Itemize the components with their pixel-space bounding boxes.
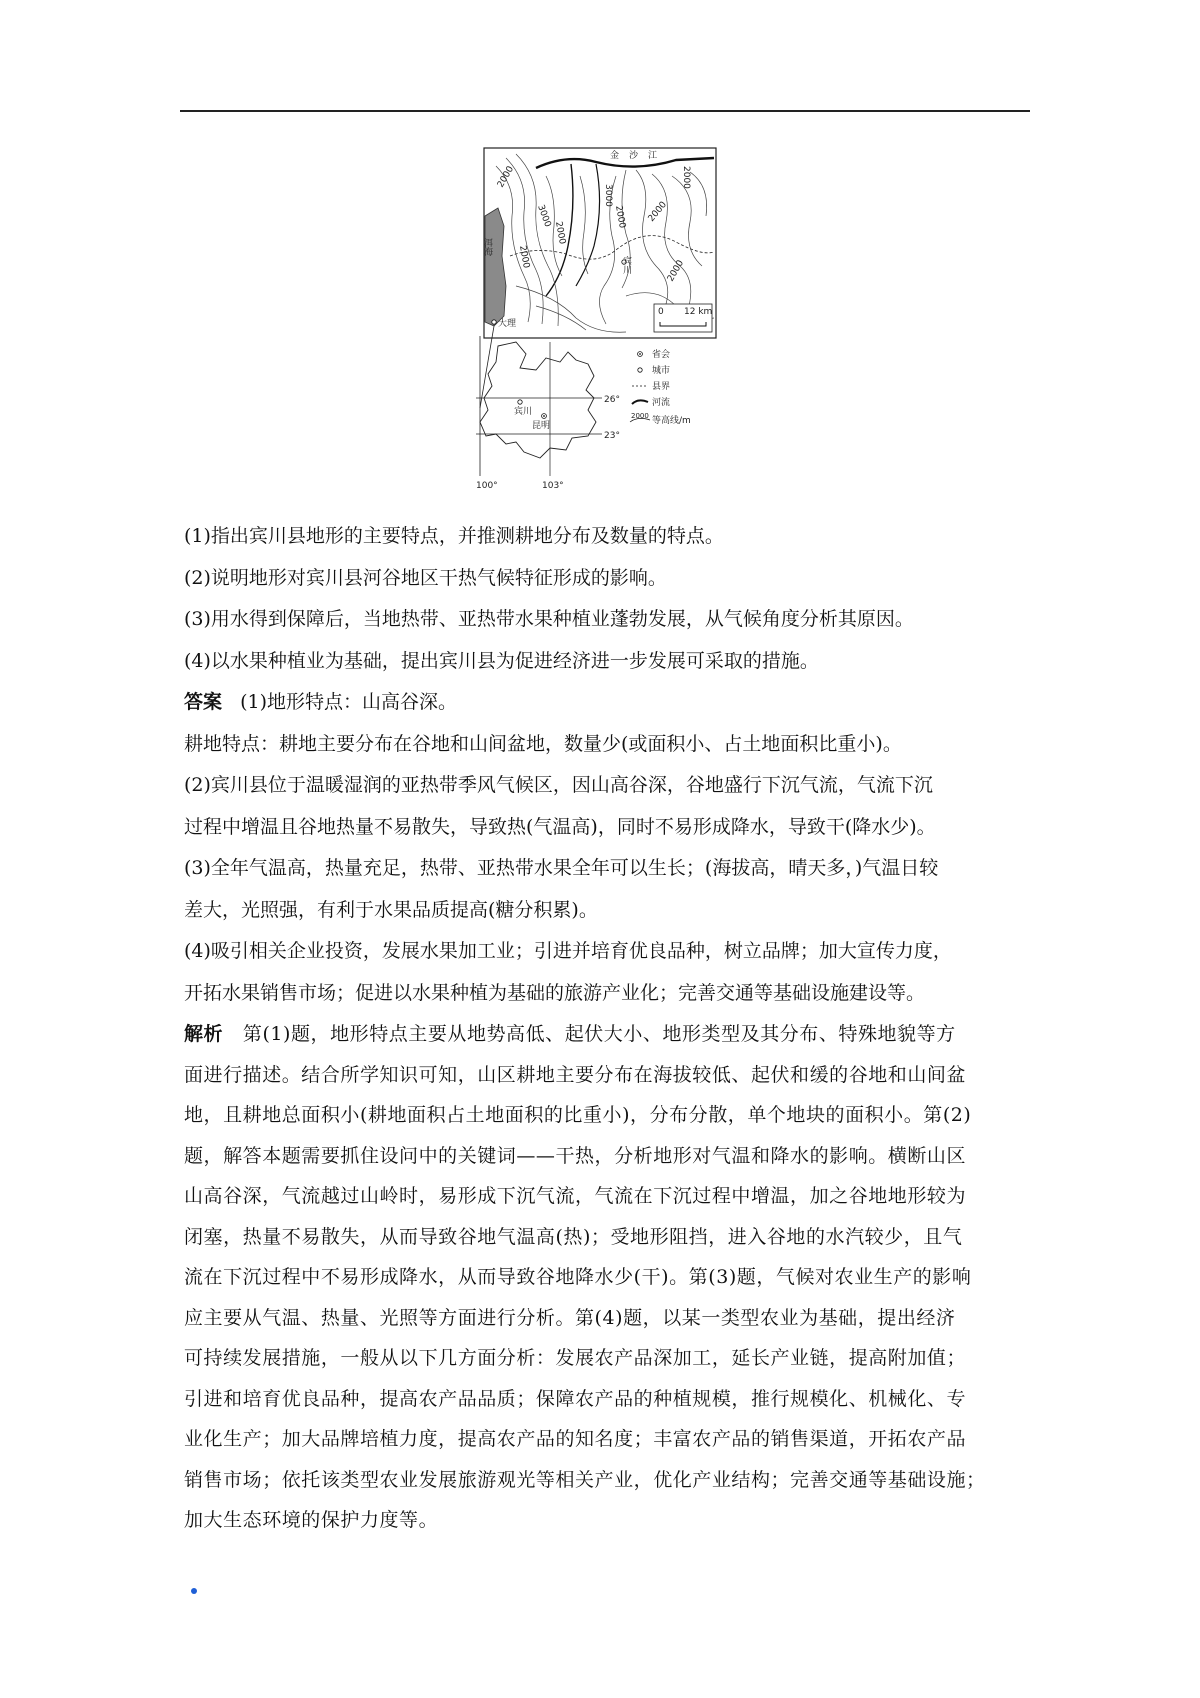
scale-start: 0 bbox=[658, 307, 664, 317]
answer-line: (3)全年气温高，热量充足，热带、亚热带水果全年可以生长；(海拔高，晴天多，)气温日较 bbox=[184, 857, 939, 879]
header-rule bbox=[180, 110, 1030, 112]
city-icon bbox=[638, 368, 642, 372]
explanation-line: 应主要从气温、热量、光照等方面进行分析。第(4)题，以某一类型农业为基础，提出经济 bbox=[184, 1306, 956, 1329]
question-3: (3)用水得到保障后，当地热带、亚热带水果种植业蓬勃发展，从气候角度分析其原因。 bbox=[184, 608, 914, 630]
contour-label: 2000 bbox=[646, 199, 670, 224]
kunming-marker-dot bbox=[543, 415, 545, 417]
explanation-line: 山高谷深，气流越过山岭时，易形成下沉气流，气流在下沉过程中增温，加之谷地地形较为 bbox=[184, 1185, 967, 1207]
legend-text: 省会 bbox=[652, 350, 671, 360]
answer-line: 耕地特点：耕地主要分布在谷地和山间盆地，数量少(或面积小、占土地面积比重小)。 bbox=[184, 732, 902, 755]
answer-line bbox=[184, 682, 1034, 724]
explanation bbox=[184, 1014, 1034, 1541]
answer-line: 差大，光照强，有利于水果品质提高(糖分积累)。 bbox=[184, 898, 598, 921]
binchuan-locator-label: 宾川 bbox=[514, 407, 533, 417]
explanation-line: 业化生产；加大品牌培植力度，提高农产品的知名度；丰富农产品的销售渠道，开拓农产品 bbox=[184, 1428, 967, 1450]
contour-label: 2000 bbox=[517, 244, 531, 270]
explanation-line: 面进行描述。结合所学知识可知，山区耕地主要分布在海拔较低、起伏和缓的谷地和山间盆 bbox=[184, 1063, 967, 1086]
question-4: (4)以水果种植业为基础，提出宾川县为促进经济进一步发展可采取的措施。 bbox=[184, 649, 819, 672]
question-and-answer bbox=[184, 516, 1034, 1014]
map-legend bbox=[630, 348, 691, 426]
dali-label: 大理 bbox=[498, 319, 517, 329]
answer-line: (2)宾川县位于温暖湿润的亚热带季风气候区，因山高谷深，谷地盛行下沉气流，气流下沉 bbox=[184, 774, 933, 796]
explanation-line: 闭塞，热量不易散失，从而导致谷地气温高(热)；受地形阻挡，进入谷地的水汽较少，且气 bbox=[184, 1225, 963, 1248]
legend-text: 县界 bbox=[652, 382, 671, 392]
legend-text: 等高线/m bbox=[652, 416, 691, 426]
explanation-line: 可持续发展措施，一般从以下几方面分析：发展农产品深加工，延长产业链，提高附加值； bbox=[184, 1347, 967, 1369]
map-figure bbox=[476, 146, 726, 508]
lon-100-label: 100° bbox=[476, 481, 498, 491]
river-icon bbox=[632, 400, 648, 404]
explanation-line: 地，且耕地总面积小(耕地面积占土地面积的比重小)，分布分散，单个地块的面积小。第(2) bbox=[184, 1104, 972, 1126]
footer-bullet-icon bbox=[191, 1588, 197, 1594]
answer-line: (4)吸引相关企业投资，发展水果加工业；引进并培育优良品种，树立品牌；加大宣传力度， bbox=[184, 940, 952, 962]
lon-103-label: 103° bbox=[542, 481, 564, 491]
yunnan-outline bbox=[480, 342, 596, 458]
answer-text: (1)地形特点：山高谷深。 bbox=[240, 691, 458, 713]
legend-text: 城市 bbox=[652, 366, 671, 376]
explanation-text: 第(1)题，地形特点主要从地势高低、起伏大小、地形类型及其分布、特殊地貌等方 bbox=[242, 1023, 956, 1045]
explanation-line: 流在下沉过程中不易形成降水，从而导致谷地降水少(干)。第(3)题，气候对农业生产的影响 bbox=[184, 1266, 972, 1288]
kunming-label: 昆明 bbox=[532, 421, 551, 431]
binchuan-map bbox=[476, 146, 726, 508]
answer-label: 答案 bbox=[184, 691, 223, 713]
capital-icon-dot bbox=[639, 353, 641, 355]
river-name: 金沙江 bbox=[610, 151, 668, 161]
dali-city-marker bbox=[492, 320, 496, 324]
contour-label: 3000 bbox=[535, 203, 553, 229]
question-2: (2)说明地形对宾川县河谷地区干热气候特征形成的影响。 bbox=[184, 566, 667, 589]
explanation-line: 销售市场；依托该类型农业发展旅游观光等相关产业，优化产业结构；完善交通等基础设施； bbox=[184, 1468, 986, 1491]
lake-name: 洱海 bbox=[482, 238, 492, 256]
contour-label: 2000 bbox=[681, 166, 691, 189]
binchuan-label: 宾川 bbox=[621, 256, 631, 274]
explanation-line: 引进和培育优良品种，提高农产品品质；保障农产品的种植规模，推行规模化、机械化、专 bbox=[184, 1387, 967, 1410]
answer-line: 过程中增温且谷地热量不易散失，导致热(气温高)，同时不易形成降水，导致干(降水少)。 bbox=[184, 815, 936, 838]
explanation-line: 加大生态环境的保护力度等。 bbox=[184, 1509, 439, 1531]
tributary-river bbox=[576, 164, 600, 286]
contour-label: 2000 bbox=[665, 258, 687, 284]
question-1: (1)指出宾川县地形的主要特点，并推测耕地分布及数量的特点。 bbox=[184, 525, 724, 547]
legend-text: 河流 bbox=[652, 398, 671, 408]
contour-label: 3000 bbox=[603, 184, 613, 207]
binchuan-locator-marker bbox=[518, 400, 522, 404]
contour-icon-label: 2000 bbox=[631, 412, 649, 420]
contour-label: 2000 bbox=[495, 164, 517, 190]
contour-label: 2000 bbox=[553, 220, 567, 246]
explanation-line bbox=[184, 1014, 1034, 1055]
explanation-line: 题，解答本题需要抓住设问中的关键词——干热，分析地形对气温和降水的影响。横断山区 bbox=[184, 1144, 967, 1167]
contour-label: 2000 bbox=[613, 204, 627, 230]
answer-line: 开拓水果销售市场；促进以水果种植为基础的旅游产业化；完善交通等基础设施建设等。 bbox=[184, 981, 926, 1004]
scale-end: 12 km bbox=[684, 307, 713, 317]
lat-23-label: 23° bbox=[604, 431, 620, 441]
lat-26-label: 26° bbox=[604, 395, 620, 405]
erhai-lake bbox=[485, 208, 506, 326]
explanation-label: 解析 bbox=[184, 1023, 224, 1045]
